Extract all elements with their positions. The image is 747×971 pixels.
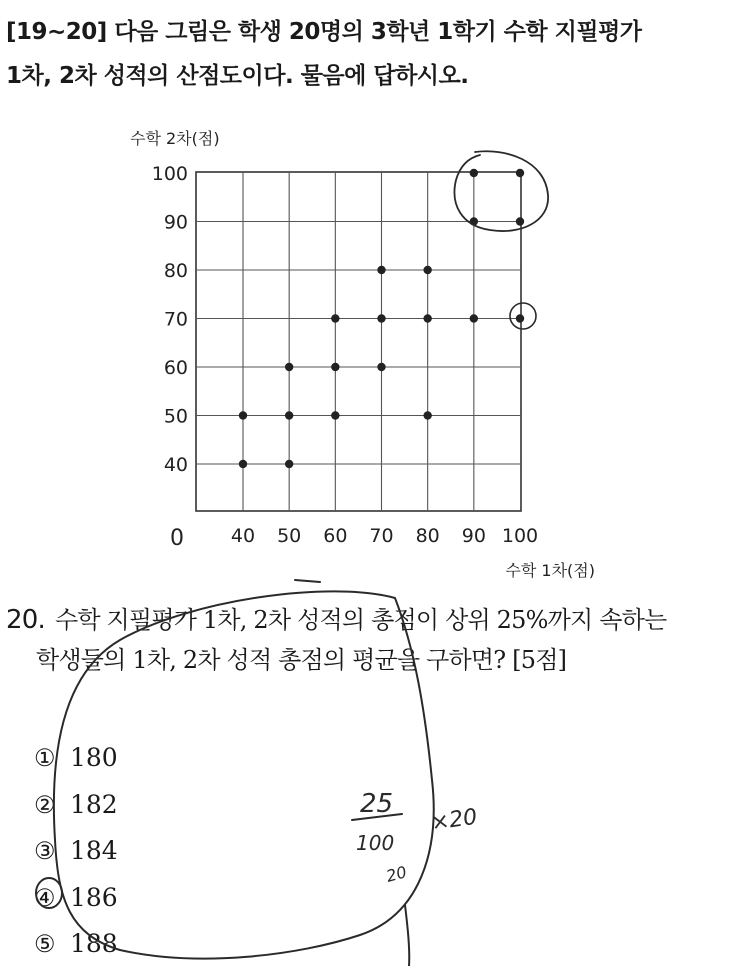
handwritten-times: ×20 bbox=[429, 804, 479, 836]
data-point bbox=[239, 411, 247, 419]
answer-choices bbox=[34, 738, 118, 971]
y-tick-label: 80 bbox=[163, 260, 188, 282]
choice-mark: ② bbox=[34, 790, 56, 819]
x-tick-label: 40 bbox=[230, 525, 256, 547]
data-point bbox=[423, 266, 431, 274]
data-point bbox=[331, 411, 339, 419]
choice-5[interactable] bbox=[34, 924, 118, 971]
choice-mark: ① bbox=[34, 744, 56, 772]
data-point bbox=[377, 363, 385, 371]
y-tick-label: 50 bbox=[163, 405, 188, 428]
data-point bbox=[423, 411, 431, 419]
top-cluster-circle bbox=[454, 151, 548, 231]
x-tick-label: 100 bbox=[501, 525, 539, 547]
choice-mark: ④ bbox=[34, 883, 56, 912]
handwritten-fraction-bottom: 100 bbox=[356, 831, 395, 855]
header-line-2: 1차, 2차 성적의 산점도이다. 물음에 답하시오. bbox=[6, 63, 469, 89]
answer-loop-tail bbox=[405, 905, 409, 966]
x-tick-label: 60 bbox=[323, 525, 348, 547]
origin-label: 0 bbox=[170, 526, 184, 551]
data-point bbox=[285, 460, 293, 468]
y-tick-label: 60 bbox=[163, 357, 188, 379]
data-point bbox=[470, 169, 478, 177]
choice-value: 186 bbox=[70, 882, 118, 912]
question-text-line-1: 수학 지필평가 1차, 2차 성적의 총점이 상위 25%까지 속하는 bbox=[54, 606, 667, 634]
data-point bbox=[377, 266, 385, 274]
choice-value: 180 bbox=[70, 743, 118, 772]
choice-mark: ③ bbox=[34, 837, 56, 865]
handwritten-fraction-top: 25 bbox=[360, 789, 394, 819]
data-point bbox=[377, 314, 385, 322]
choice-value: 188 bbox=[70, 929, 118, 958]
data-point bbox=[331, 314, 339, 322]
data-point bbox=[423, 314, 431, 322]
choice-3[interactable] bbox=[34, 831, 118, 878]
choice-value: 182 bbox=[70, 789, 118, 819]
data-point bbox=[331, 363, 339, 371]
x-tick-label: 70 bbox=[369, 525, 394, 547]
handwritten-result: 20 bbox=[384, 862, 409, 886]
y-tick-label: 40 bbox=[163, 454, 188, 476]
choice-1[interactable] bbox=[34, 738, 118, 785]
y-axis-label: 수학 2차(점) bbox=[130, 129, 220, 148]
header-line-1: [19~20] 다음 그림은 학생 20명의 3학년 1학기 수학 지필평가 bbox=[6, 19, 642, 45]
question-text-line-2: 학생들의 1차, 2차 성적 총점의 평균을 구하면? [5점] bbox=[36, 646, 567, 674]
question-number: 20. bbox=[6, 605, 45, 635]
data-point bbox=[516, 217, 524, 225]
choice-value: 184 bbox=[70, 836, 118, 865]
y-tick-label: 90 bbox=[163, 211, 188, 234]
data-point bbox=[285, 363, 293, 371]
data-point bbox=[239, 460, 247, 468]
x-tick-label: 80 bbox=[415, 525, 440, 547]
data-point bbox=[516, 314, 524, 322]
question-20 bbox=[6, 600, 746, 680]
x-tick-label: 50 bbox=[277, 525, 302, 547]
choice-mark: ⑤ bbox=[34, 930, 56, 958]
data-point bbox=[470, 314, 478, 322]
y-tick-label: 100 bbox=[151, 163, 188, 185]
y-tick-label: 70 bbox=[163, 308, 188, 331]
data-point bbox=[285, 411, 293, 419]
x-tick-label: 90 bbox=[461, 525, 486, 547]
x-axis-label: 수학 1차(점) bbox=[505, 561, 595, 580]
choice-2[interactable] bbox=[34, 785, 118, 832]
data-point bbox=[516, 169, 524, 177]
fraction-bar bbox=[352, 814, 402, 820]
choice-4[interactable] bbox=[34, 878, 118, 925]
